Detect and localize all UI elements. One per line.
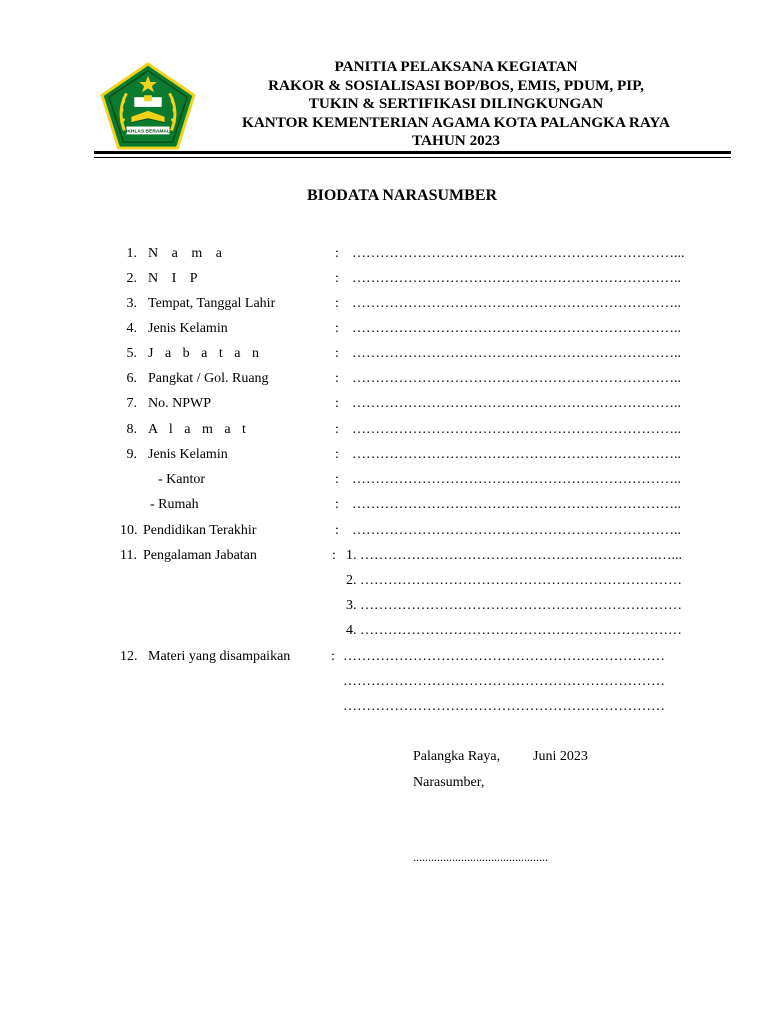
field-number: 1. xyxy=(126,246,137,261)
materi-line-2 xyxy=(0,674,768,696)
field-materi xyxy=(0,649,768,671)
field-rumah xyxy=(0,497,768,519)
field-pangkat xyxy=(0,371,768,393)
experience-line-3 xyxy=(0,598,768,620)
letterhead-line-1: PANITIA PELAKSANA KEGIATAN xyxy=(334,58,578,75)
field-dots[interactable]: …………………………………………………………….. xyxy=(352,422,681,437)
document-title: BIODATA NARASUMBER xyxy=(306,187,498,204)
signature-place: Palangka Raya, xyxy=(413,749,501,764)
field-colon: : xyxy=(335,422,339,437)
field-kantor xyxy=(0,472,768,494)
field-number: 8. xyxy=(126,422,137,437)
field-label: No. NPWP xyxy=(148,396,212,411)
signature-role: Narasumber, xyxy=(413,775,485,790)
field-colon: : xyxy=(335,246,339,261)
field-label: J a b a t a n xyxy=(148,346,263,361)
field-label: Pengalaman Jabatan xyxy=(143,548,257,563)
field-number: 3. xyxy=(126,296,137,311)
letterhead-line-3: TUKIN & SERTIFIKASI DILINGKUNGAN xyxy=(308,95,604,113)
field-number: 9. xyxy=(126,447,137,462)
experience-line-2 xyxy=(0,573,768,595)
field-dots[interactable]: 1. ……………………………………………………….…... xyxy=(346,548,682,563)
letterhead-line-5: TAHUN 2023 xyxy=(412,132,500,150)
field-dots[interactable]: …………………………………………………………….. xyxy=(352,472,681,487)
field-label: N I P xyxy=(148,271,203,286)
field-label: Tempat, Tanggal Lahir xyxy=(148,296,276,311)
field-colon: : xyxy=(335,523,339,538)
field-label: Pangkat / Gol. Ruang xyxy=(148,371,269,386)
field-tempat-tanggal-lahir xyxy=(0,296,768,318)
experience-line-4 xyxy=(0,623,768,645)
field-pendidikan-terakhir xyxy=(0,523,768,545)
svg-text:IKHLAS BERAMAL: IKHLAS BERAMAL xyxy=(126,129,170,135)
materi-dots-3[interactable]: …………………………………………………………… xyxy=(343,699,665,714)
field-alamat xyxy=(0,422,768,444)
field-label: Jenis Kelamin xyxy=(148,321,228,336)
header-rule-thick xyxy=(94,151,731,154)
field-number: 5. xyxy=(126,346,137,361)
materi-line-3 xyxy=(0,699,768,721)
field-dots[interactable]: …………………………………………………………….. xyxy=(352,371,681,386)
field-pengalaman-jabatan xyxy=(0,548,768,570)
field-label: - Kantor xyxy=(158,472,206,487)
field-number: 6. xyxy=(126,371,137,386)
field-number: 11. xyxy=(120,548,137,563)
field-jenis-kelamin xyxy=(0,321,768,343)
experience-dots[interactable]: 3. …………………………………………………………… xyxy=(346,598,682,613)
field-label: A l a m a t xyxy=(148,422,250,437)
signature-date: Juni 2023 xyxy=(533,749,588,764)
field-colon: : xyxy=(335,346,339,361)
materi-dots-2[interactable]: …………………………………………………………… xyxy=(343,674,665,689)
field-dots[interactable]: …………………………………………………………….. xyxy=(352,296,681,311)
field-dots[interactable]: ……………………………………………………………... xyxy=(352,246,685,261)
field-nip xyxy=(0,271,768,293)
header-rule-thin xyxy=(94,157,731,158)
experience-dots[interactable]: 2. …………………………………………………………… xyxy=(346,573,682,588)
field-label: N a m a xyxy=(148,246,227,261)
field-dots[interactable]: …………………………………………………………….. xyxy=(352,271,681,286)
field-number: 10. xyxy=(120,523,138,538)
field-colon: : xyxy=(335,321,339,336)
field-label: Jenis Kelamin xyxy=(148,447,228,462)
letterhead xyxy=(200,58,712,151)
field-label: - Rumah xyxy=(150,497,199,512)
field-label: Pendidikan Terakhir xyxy=(143,523,257,538)
letterhead-line-4: KANTOR KEMENTERIAN AGAMA KOTA PALANGKA RAYA xyxy=(242,113,670,131)
field-colon: : xyxy=(335,447,339,462)
field-dots[interactable]: …………………………………………………………….. xyxy=(352,346,681,361)
kementerian-agama-logo xyxy=(99,62,197,150)
field-colon: : xyxy=(335,296,339,311)
field-jenis-kelamin-2 xyxy=(0,447,768,469)
field-colon: : xyxy=(335,472,339,487)
field-jabatan xyxy=(0,346,768,368)
letterhead-line-2: RAKOR & SOSIALISASI BOP/BOS, EMIS, PDUM, PIP, xyxy=(268,76,644,94)
field-number: 12. xyxy=(120,649,138,664)
field-colon: : xyxy=(331,649,335,664)
experience-dots[interactable]: 4. …………………………………………………………… xyxy=(346,623,682,638)
field-dots[interactable]: …………………………………………………………….. xyxy=(352,523,681,538)
field-number: 4. xyxy=(126,321,137,336)
field-number: 7. xyxy=(126,396,137,411)
field-npwp xyxy=(0,396,768,418)
field-colon: : xyxy=(332,548,336,563)
field-dots[interactable]: …………………………………………………………….. xyxy=(352,321,681,336)
field-number: 2. xyxy=(126,271,137,286)
field-colon: : xyxy=(335,396,339,411)
field-dots[interactable]: …………………………………………………………….. xyxy=(352,497,681,512)
materi-dots-1[interactable]: …………………………………………………………… xyxy=(343,649,665,664)
field-colon: : xyxy=(335,497,339,512)
field-dots[interactable]: …………………………………………………………….. xyxy=(352,396,681,411)
field-colon: : xyxy=(335,271,339,286)
field-dots[interactable]: …………………………………………………………….. xyxy=(352,447,681,462)
signature-line[interactable]: ............................................. xyxy=(413,850,548,864)
field-label: Materi yang disampaikan xyxy=(148,649,291,664)
field-colon: : xyxy=(335,371,339,386)
field-nama xyxy=(0,246,768,268)
